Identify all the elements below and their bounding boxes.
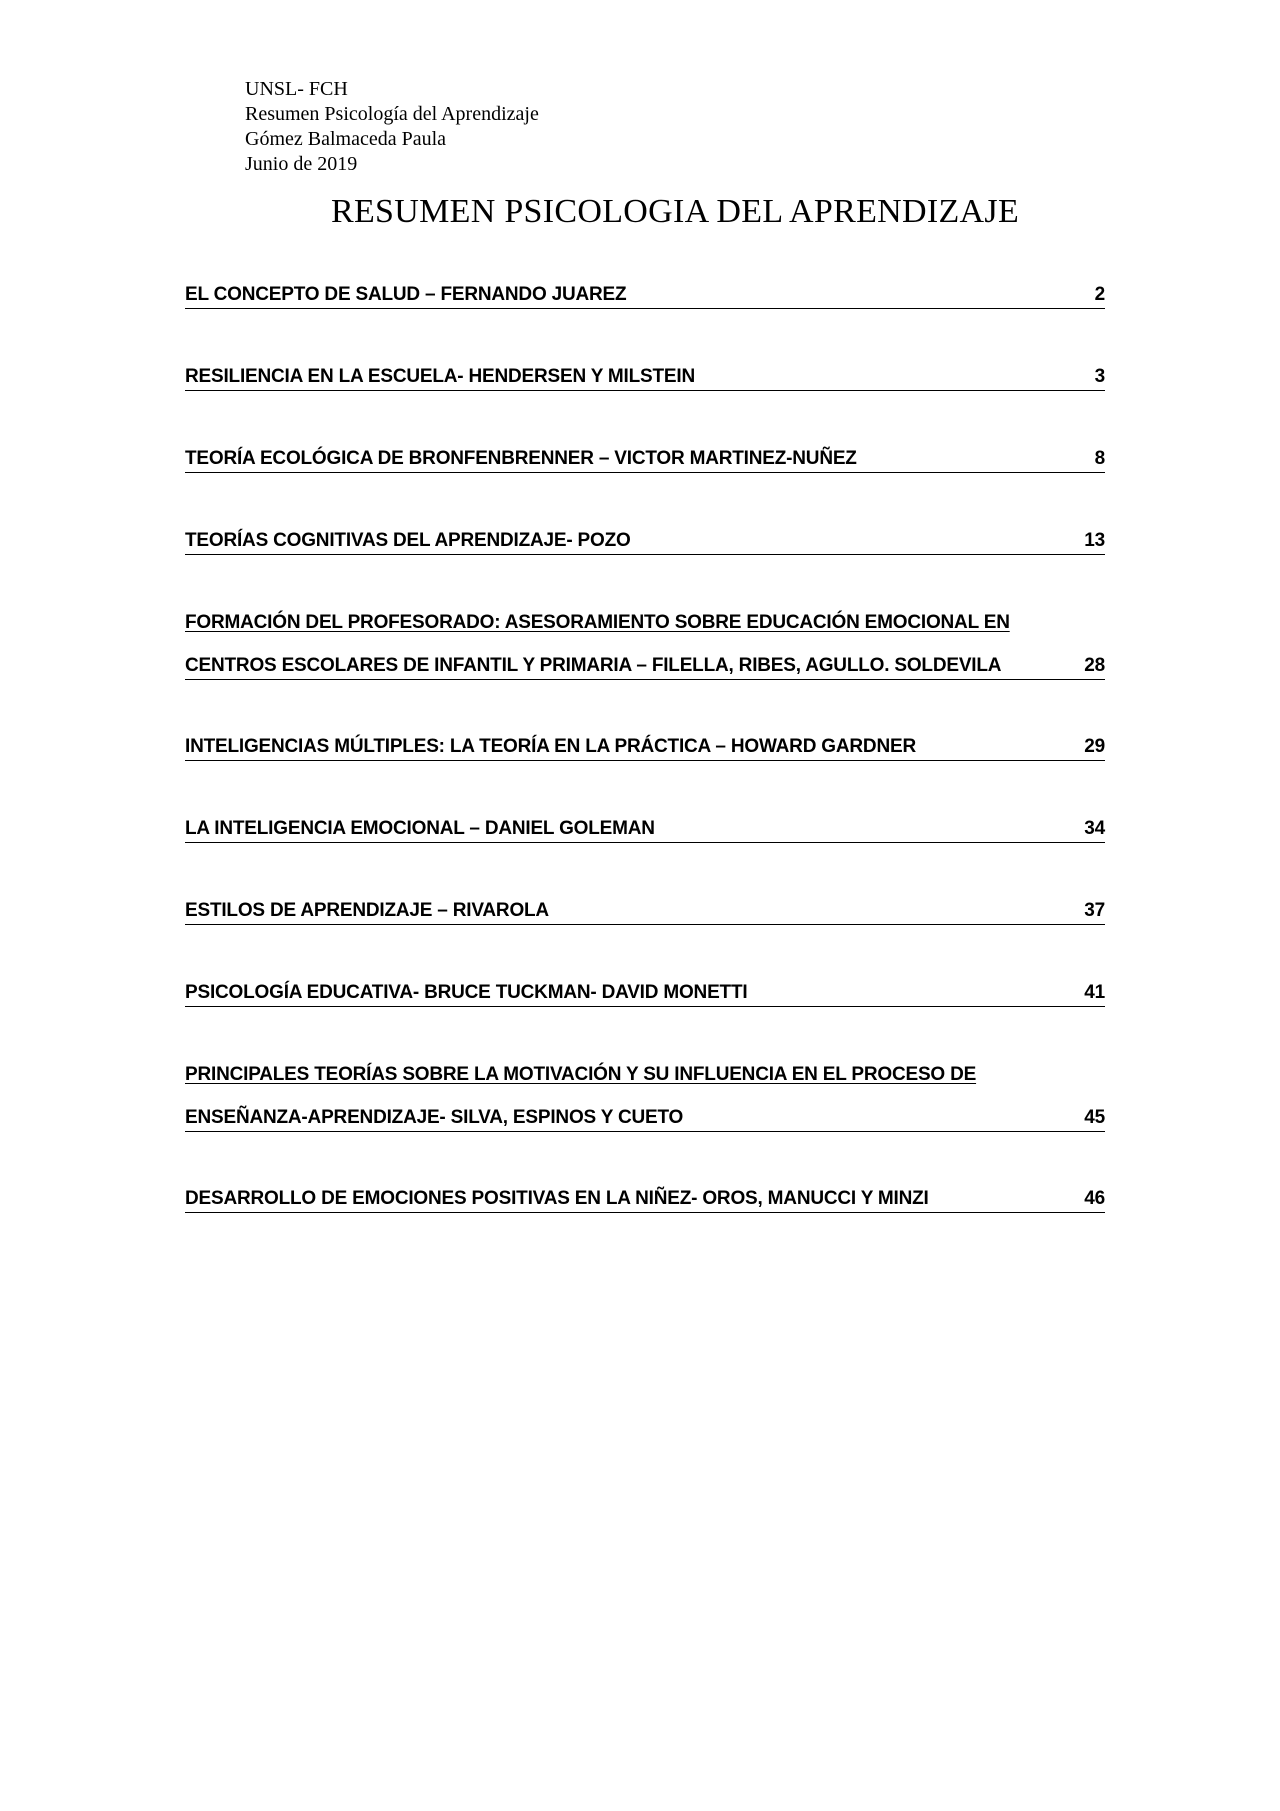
toc-entry[interactable] (185, 734, 1105, 761)
toc-entry-title: ESTILOS DE APRENDIZAJE – RIVAROLA (185, 900, 549, 921)
toc-entry-title: LA INTELIGENCIA EMOCIONAL – DANIEL GOLEMAN (185, 818, 655, 839)
toc-entry-line (185, 528, 1105, 555)
header-course: Resumen Psicología del Aprendizaje (245, 103, 539, 125)
toc-page-number: 34 (1084, 818, 1105, 839)
toc-entry[interactable] (185, 610, 1105, 680)
toc-entry-line (185, 610, 1105, 636)
toc-entry[interactable] (185, 898, 1105, 925)
toc-entry-line (185, 282, 1105, 309)
toc-entry[interactable] (185, 282, 1105, 309)
toc-entry-title: FORMACIÓN DEL PROFESORADO: ASESORAMIENTO SOBRE EDUCACIÓN EMOCIONAL EN (185, 612, 1010, 633)
toc-entry-line (185, 980, 1105, 1007)
toc-entry[interactable] (185, 1186, 1105, 1213)
toc-entry-title: INTELIGENCIAS MÚLTIPLES: LA TEORÍA EN LA PRÁCTICA – HOWARD GARDNER (185, 736, 916, 757)
toc-entry[interactable] (185, 446, 1105, 473)
toc-entry-line (185, 653, 1105, 680)
header-institution: UNSL- FCH (245, 78, 348, 100)
toc-page-number: 41 (1084, 982, 1105, 1003)
toc-page-number: 3 (1094, 366, 1105, 387)
toc-page-number: 46 (1084, 1188, 1105, 1209)
toc-page-number: 8 (1094, 448, 1105, 469)
toc-entry-line (185, 1105, 1105, 1132)
toc-entry-title: PSICOLOGÍA EDUCATIVA- BRUCE TUCKMAN- DAVID MONETTI (185, 982, 748, 1003)
toc-entry-title: ENSEÑANZA-APRENDIZAJE- SILVA, ESPINOS Y CUETO (185, 1107, 684, 1128)
toc-entry-title: TEORÍAS COGNITIVAS DEL APRENDIZAJE- POZO (185, 530, 631, 551)
toc-entry-title: RESILIENCIA EN LA ESCUELA- HENDERSEN Y MILSTEIN (185, 366, 695, 387)
toc-entry-title: CENTROS ESCOLARES DE INFANTIL Y PRIMARIA – FILELLA, RIBES, AGULLO. SOLDEVILA (185, 655, 1002, 676)
header-author: Gómez Balmaceda Paula (245, 128, 447, 150)
toc-entry-line (185, 734, 1105, 761)
toc-entry-line (185, 446, 1105, 473)
toc-entry[interactable] (185, 364, 1105, 391)
toc-page-number: 45 (1084, 1107, 1105, 1128)
toc-page-number: 13 (1084, 530, 1105, 551)
toc-entry-title: PRINCIPALES TEORÍAS SOBRE LA MOTIVACIÓN Y SU INFLUENCIA EN EL PROCESO DE (185, 1064, 977, 1085)
toc-entry-line (185, 1186, 1105, 1213)
toc-entry[interactable] (185, 528, 1105, 555)
toc-entry-title: EL CONCEPTO DE SALUD – FERNANDO JUAREZ (185, 284, 627, 305)
page-title: RESUMEN PSICOLOGIA DEL APRENDIZAJE (330, 193, 1020, 230)
toc-page-number: 2 (1094, 284, 1105, 305)
toc-entry-line (185, 816, 1105, 843)
toc-entry[interactable] (185, 816, 1105, 843)
toc-page-number: 29 (1084, 736, 1105, 757)
toc-entry-title: DESARROLLO DE EMOCIONES POSITIVAS EN LA NIÑEZ- OROS, MANUCCI Y MINZI (185, 1188, 929, 1209)
toc-entry[interactable] (185, 980, 1105, 1007)
toc-entry-line (185, 1062, 1105, 1088)
toc-page-number: 28 (1084, 655, 1105, 676)
toc-page-number: 37 (1084, 900, 1105, 921)
toc-entry[interactable] (185, 1062, 1105, 1132)
toc-entry-title: TEORÍA ECOLÓGICA DE BRONFENBRENNER – VICTOR MARTINEZ-NUÑEZ (185, 448, 857, 469)
header-date: Junio de 2019 (245, 153, 358, 175)
table-of-contents (185, 0, 1105, 1811)
toc-entry-line (185, 364, 1105, 391)
toc-entry-line (185, 898, 1105, 925)
